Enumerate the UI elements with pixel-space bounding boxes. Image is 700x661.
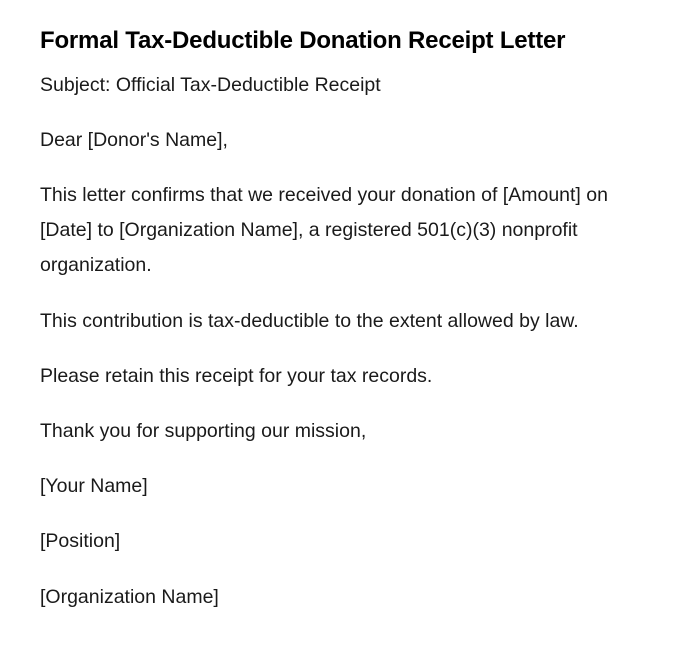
signature-name: [Your Name]	[40, 475, 148, 497]
letter-document	[40, 22, 660, 615]
letter-subject: Subject: Official Tax-Deductible Receipt	[40, 74, 381, 96]
signature-organization: [Organization Name]	[40, 586, 219, 608]
letter-title: Formal Tax-Deductible Donation Receipt Letter	[40, 27, 566, 54]
body-paragraph-retention: Please retain this receipt for your tax records.	[40, 365, 433, 387]
signature-position: [Position]	[40, 530, 121, 552]
letter-greeting: Dear [Donor's Name],	[40, 129, 228, 151]
body-paragraph-confirmation: This letter confirms that we received your donation of [Amount] on [Date] to [Organization Name], a registered 501(c)(3) nonprofit organization.	[40, 184, 608, 276]
body-paragraph-deductibility: This contribution is tax-deductible to the extent allowed by law.	[40, 310, 579, 332]
letter-closing: Thank you for supporting our mission,	[40, 420, 367, 442]
